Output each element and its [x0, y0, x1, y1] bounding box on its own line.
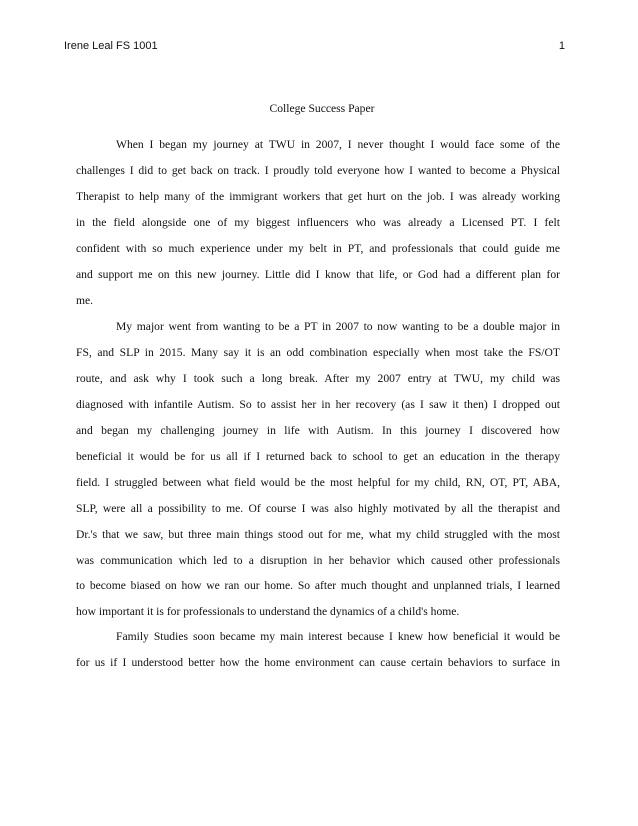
paper-body	[76, 100, 560, 676]
text-line: was communication which led to a disruption in her behavior which caused other professionals	[76, 554, 560, 567]
paper-title: College Success Paper	[269, 102, 375, 115]
text-line: how important it is for professionals to understand the dynamics of a child's home.	[76, 604, 460, 618]
text-line: and support me on this new journey. Little did I know that life, or God had a different plan for	[76, 268, 560, 281]
text-line: beneficial it would be for us all if I returned back to school to get an education in the therapy	[76, 450, 560, 463]
text-line: me.	[76, 294, 94, 307]
text-line: route, and ask why I took such a long break. After my 2007 entry at TWU, my child was	[76, 372, 560, 385]
text-line: challenges I did to get back on track. I proudly told everyone how I wanted to become a Physical	[76, 164, 560, 177]
text-line: and began my challenging journey in life with Autism. In this journey I discovered how	[76, 424, 560, 437]
text-line: confident with so much experience under my belt in PT, and professionals that could guide me	[76, 242, 560, 255]
text-line: for us if I understood better how the home environment can cause certain behaviors to surface in	[76, 656, 560, 670]
text-line: SLP, were all a possibility to me. Of course I was also highly motivated by all the therapist and	[76, 502, 560, 515]
text-line: FS, and SLP in 2015. Many say it is an odd combination especially when most take the FS/OT	[76, 346, 560, 359]
text-line: My major went from wanting to be a PT in 2007 to now wanting to be a double major in	[116, 320, 560, 333]
text-line: Dr.'s that we saw, but three main things stood out for me, what my child struggled with the most	[76, 528, 560, 541]
page-header	[64, 38, 565, 54]
header-author-course: Irene Leal FS 1001	[64, 40, 158, 52]
page-number: 1	[558, 40, 565, 52]
text-line: diagnosed with infantile Autism. So to assist her in her recovery (as I saw it then) I dropped out	[76, 398, 560, 411]
text-line: in the field alongside one of my biggest influencers who was already a Licensed PT. I felt	[76, 216, 560, 229]
text-line: Family Studies soon became my main interest because I knew how beneficial it would be	[116, 630, 560, 644]
text-line: to become biased on how we ran our home. So after much thought and unplanned trials, I learned	[76, 579, 560, 593]
text-line: When I began my journey at TWU in 2007, I never thought I would face some of the	[116, 138, 560, 151]
text-line: Therapist to help many of the immigrant workers that get hurt on the job. I was already working	[76, 190, 560, 203]
text-line: field. I struggled between what field would be the most helpful for my child, RN, OT, PT, ABA,	[76, 476, 560, 489]
